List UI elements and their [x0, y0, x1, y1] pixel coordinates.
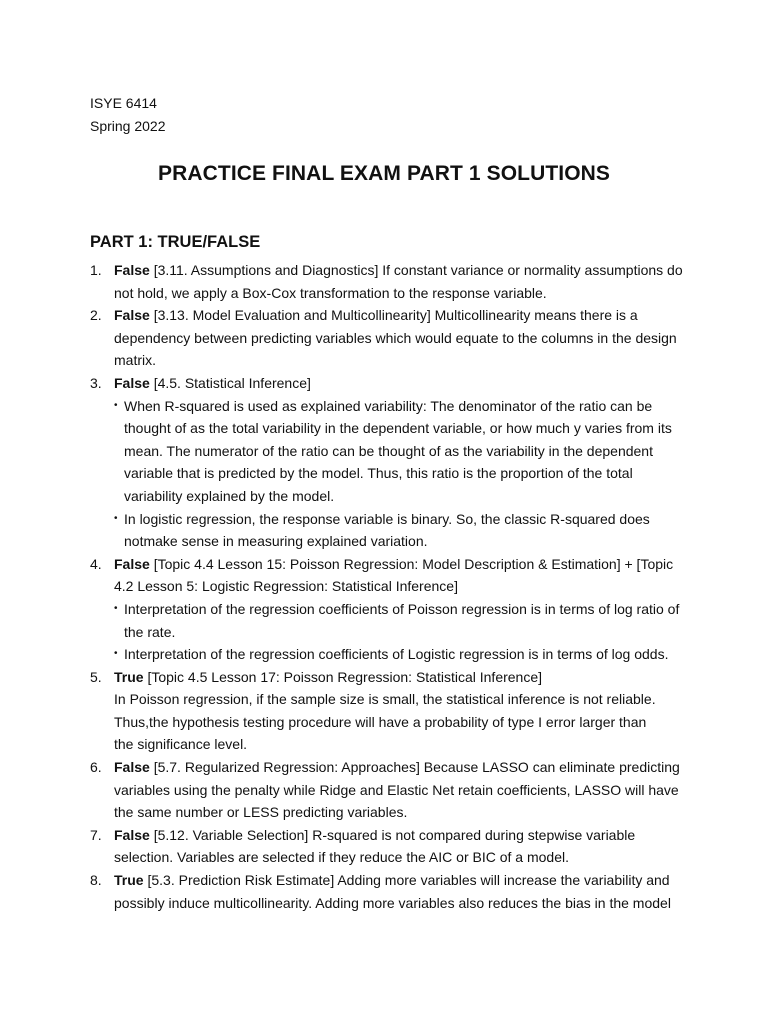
- answer-verdict: False: [114, 307, 150, 324]
- explanation-line: In Poisson regression, if the sample size is small, the statistical inference is not reliable.: [114, 691, 656, 708]
- answer-number: 2.: [90, 307, 102, 324]
- answer-text: [3.11. Assumptions and Diagnostics] If constant variance or normality assumptions do not hold, we apply a Box-Cox transformation to the response variable.: [114, 262, 683, 301]
- explanation-line: the significance level.: [114, 736, 248, 753]
- bullet-text: In logistic regression, the response variable is binary. So, the classic R-squared does notmake sense in measuring explained variation.: [124, 510, 650, 550]
- bullet-list: [114, 395, 690, 553]
- answer-number: 5.: [90, 668, 102, 685]
- answer-item-8: [90, 869, 690, 914]
- course-header: [90, 92, 166, 138]
- answer-verdict: True: [114, 668, 144, 685]
- answer-item-3: [90, 372, 690, 553]
- bullet-item: [114, 598, 690, 643]
- answer-verdict: False: [114, 826, 150, 843]
- explanation-line: Thus,the hypothesis testing procedure will have a probability of type I error larger than: [114, 713, 647, 730]
- answer-number: 1.: [90, 262, 102, 278]
- answer-text: [4.5. Statistical Inference]: [153, 374, 311, 391]
- answer-number: 7.: [90, 826, 102, 843]
- answer-item-5: [90, 666, 690, 756]
- answer-item-1: [90, 259, 690, 304]
- bullet-item: [114, 643, 690, 666]
- answer-number: 8.: [90, 872, 102, 889]
- answer-verdict: False: [114, 555, 150, 572]
- bullet-icon: •: [114, 399, 118, 411]
- answer-verdict: True: [114, 872, 144, 889]
- answer-list: [90, 259, 690, 914]
- bullet-text: When R-squared is used as explained variability: The denominator of the ratio can be thought of as the total variability in the dependent variable, or how much y varies from its mean. The numerator of the ratio can be thought of as the variability in the dependent variable that is predicted by the model. Thus, this ratio is the proportion of the total variability explained by the model.: [124, 397, 672, 504]
- answer-text: [5.7. Regularized Regression: Approaches] Because LASSO can eliminate predicting variables using the penalty while Ridge and Elastic Net retain coefficients, LASSO will have the same number or LESS predicting variables.: [114, 759, 680, 821]
- answer-number: 4.: [90, 555, 102, 572]
- answer-text: [3.13. Model Evaluation and Multicollinearity] Multicollinearity means there is a dependency between predicting variables which would equate to the columns in the design matrix.: [114, 307, 677, 369]
- page-title: PRACTICE FINAL EXAM PART 1 SOLUTIONS: [157, 162, 610, 185]
- answer-verdict: False: [114, 262, 150, 278]
- bullet-icon: •: [114, 602, 118, 614]
- answer-text: [Topic 4.4 Lesson 15: Poisson Regression: Model Description & Estimation] + [Topic 4.2 Lesson 5: Logistic Regression: Statistical Inference]: [114, 555, 674, 595]
- answer-verdict: False: [114, 759, 150, 776]
- bullet-text: Interpretation of the regression coefficients of Poisson regression is in terms of log ratio of the rate.: [124, 600, 680, 640]
- section-heading: PART 1: TRUE/FALSE: [90, 233, 261, 251]
- answer-verdict: False: [114, 374, 150, 391]
- bullet-item: [114, 395, 690, 508]
- bullet-icon: •: [114, 512, 118, 524]
- answer-text: [Topic 4.5 Lesson 17: Poisson Regression: Statistical Inference]: [147, 668, 543, 685]
- answer-number: 3.: [90, 374, 102, 391]
- answer-text: [5.3. Prediction Risk Estimate] Adding more variables will increase the variability and possibly induce multicollinearity. Adding more variables also reduces the bias in the model: [114, 872, 671, 911]
- bullet-text: Interpretation of the regression coefficients of Logistic regression is in terms of log odds.: [124, 646, 669, 663]
- bullet-item: [114, 508, 690, 553]
- course-term: Spring 2022: [90, 118, 166, 134]
- answer-text: [5.12. Variable Selection] R-squared is not compared during stepwise variable selection. Variables are selected if they reduce the AIC or BIC of a model.: [114, 826, 636, 866]
- answer-item-2: [90, 304, 690, 372]
- answer-item-7: [90, 824, 690, 869]
- course-code: ISYE 6414: [90, 95, 157, 111]
- answer-item-6: [90, 756, 690, 824]
- answer-number: 6.: [90, 759, 102, 776]
- answer-item-4: [90, 553, 690, 666]
- bullet-icon: •: [114, 648, 118, 660]
- bullet-list: [114, 598, 690, 666]
